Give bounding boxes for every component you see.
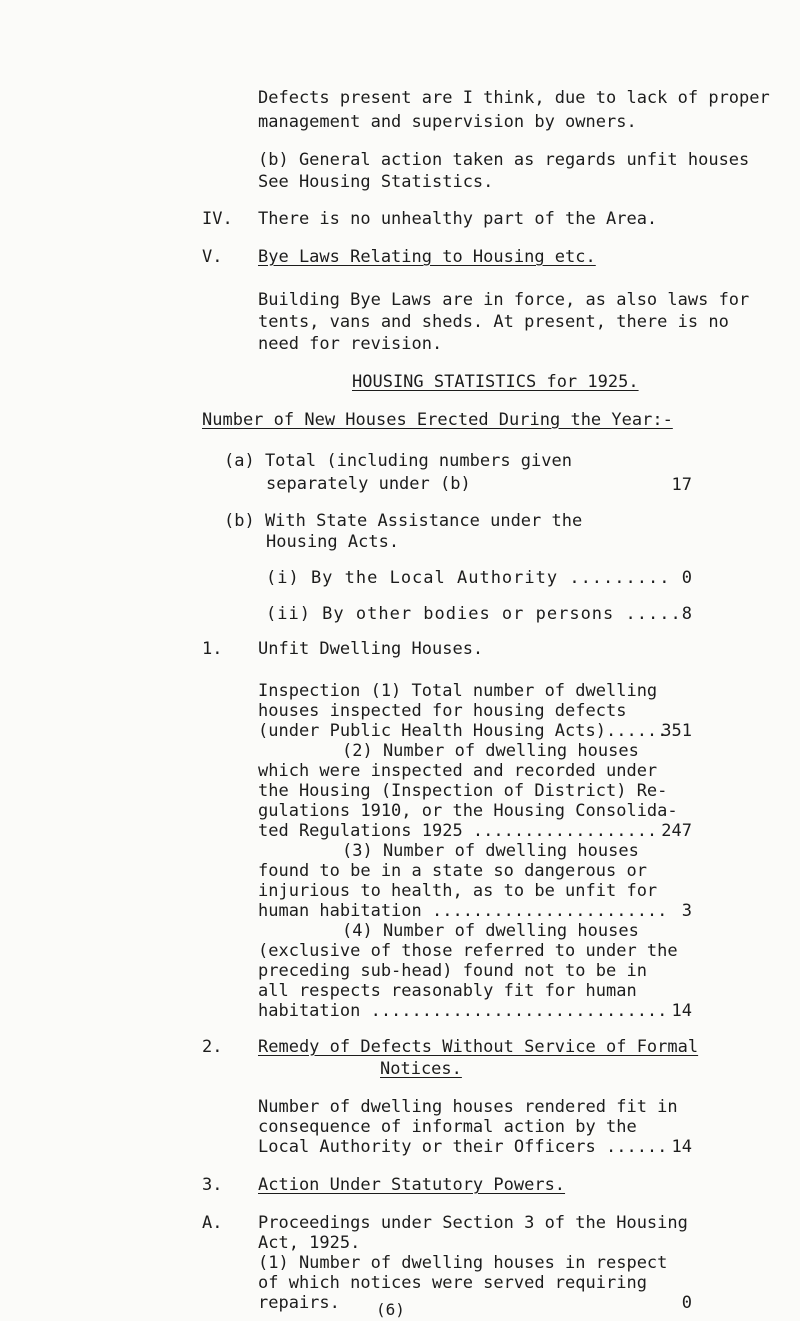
inspection-2-line-4: gulations 1910, or the Housing Consolida-: [258, 801, 678, 821]
other-bodies-value: 8: [681, 604, 692, 624]
bye-laws-line-2: tents, vans and sheds. At present, there is no: [258, 312, 729, 332]
inspection-3-line-3: injurious to health, as to be unfit for: [258, 881, 658, 901]
inspection-2-value: 247: [661, 821, 692, 841]
inspection-1-value: 351: [661, 721, 692, 741]
new-houses-a-line-1: (a) Total (including numbers given: [224, 451, 572, 471]
local-authority-value: 0: [681, 568, 692, 588]
new-houses-heading: Number of New Houses Erected During the Year:-: [202, 410, 673, 430]
inspection-1-line-3: (under Public Health Housing Acts)......: [258, 721, 668, 741]
inspection-3-line-2: found to be in a state so dangerous or: [258, 861, 647, 881]
remedy-heading-line-1: Remedy of Defects Without Service of Formal: [258, 1037, 699, 1057]
new-houses-b-line-1: (b) With State Assistance under the: [224, 511, 583, 531]
section-iv-numeral: IV.: [202, 209, 233, 229]
general-action-line-1: (b) General action taken as regards unfit houses: [258, 150, 750, 170]
inspection-3-value: 3: [681, 901, 692, 921]
proceedings-value: 0: [681, 1293, 692, 1313]
local-authority-line: (i) By the Local Authority .........: [266, 568, 671, 588]
new-houses-total-value: 17: [671, 475, 692, 495]
inspection-2-line-1: (2) Number of dwelling houses: [342, 741, 639, 761]
proceedings-letter: A.: [202, 1213, 223, 1233]
proceedings-line-5: repairs.: [258, 1293, 340, 1313]
defects-line-2: management and supervision by owners.: [258, 112, 637, 132]
inspection-4-line-2: (exclusive of those referred to under the: [258, 941, 678, 961]
remedy-line-2: consequence of informal action by the: [258, 1117, 637, 1137]
other-bodies-line: (ii) By other bodies or persons .....: [266, 604, 682, 624]
inspection-2-line-2: which were inspected and recorded under: [258, 761, 658, 781]
inspection-4-line-4: all respects reasonably fit for human: [258, 981, 637, 1001]
general-action-line-2: See Housing Statistics.: [258, 172, 494, 192]
remedy-heading-line-2: Notices.: [380, 1059, 462, 1079]
proceedings-line-2: Act, 1925.: [258, 1233, 361, 1253]
proceedings-line-4: of which notices were served requiring: [258, 1273, 647, 1293]
defects-line-1: Defects present are I think, due to lack of proper: [258, 88, 770, 108]
new-houses-b-line-2: Housing Acts.: [266, 532, 400, 552]
remedy-value: 14: [671, 1137, 692, 1157]
housing-statistics-title: HOUSING STATISTICS for 1925.: [352, 372, 639, 392]
inspection-2-line-5: ted Regulations 1925 ..................: [258, 821, 658, 841]
inspection-4-line-3: preceding sub-head) found not to be in: [258, 961, 647, 981]
inspection-4-value: 14: [671, 1001, 692, 1021]
remedy-line-3: Local Authority or their Officers ......: [258, 1137, 668, 1157]
inspection-3-line-4: human habitation .......................: [258, 901, 668, 921]
inspection-4-line-5: habitation .............................: [258, 1001, 668, 1021]
inspection-4-line-1: (4) Number of dwelling houses: [342, 921, 639, 941]
unfit-number: 1.: [202, 639, 223, 659]
inspection-2-line-3: the Housing (Inspection of District) Re-: [258, 781, 668, 801]
section-v-heading: Bye Laws Relating to Housing etc.: [258, 247, 596, 267]
bye-laws-line-1: Building Bye Laws are in force, as also laws for: [258, 290, 750, 310]
section-v-numeral: V.: [202, 247, 223, 267]
unfit-heading: Unfit Dwelling Houses.: [258, 639, 484, 659]
proceedings-line-1: Proceedings under Section 3 of the Housing: [258, 1213, 688, 1233]
inspection-3-line-1: (3) Number of dwelling houses: [342, 841, 639, 861]
new-houses-a-line-2: separately under (b): [266, 474, 471, 494]
statutory-number: 3.: [202, 1175, 223, 1195]
remedy-line-1: Number of dwelling houses rendered fit in: [258, 1097, 678, 1117]
proceedings-line-3: (1) Number of dwelling houses in respect: [258, 1253, 668, 1273]
bye-laws-line-3: need for revision.: [258, 334, 443, 354]
inspection-1-line-1: Inspection (1) Total number of dwelling: [258, 681, 658, 701]
statutory-heading: Action Under Statutory Powers.: [258, 1175, 566, 1195]
section-iv-text: There is no unhealthy part of the Area.: [258, 209, 658, 229]
page-number: (6): [376, 1300, 405, 1319]
inspection-1-line-2: houses inspected for housing defects: [258, 701, 627, 721]
remedy-number: 2.: [202, 1037, 223, 1057]
